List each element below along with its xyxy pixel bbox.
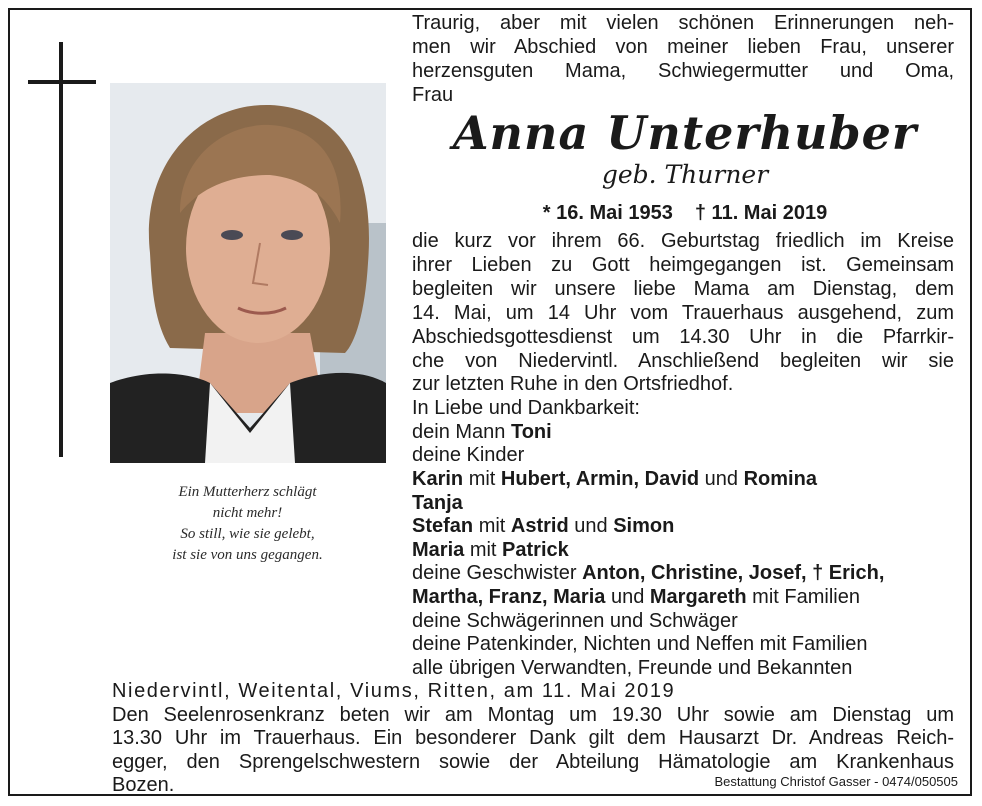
body-line: begleiten wir unsere liebe Mama am Dienstag, dem: [412, 278, 954, 300]
others-line: alle übrigen Verwandten, Freunde und Bekannten: [412, 657, 853, 679]
verse-line: So still, wie sie gelebt,: [180, 526, 315, 542]
connector: mit: [478, 515, 506, 537]
child-name: Tanja: [412, 492, 463, 514]
intro-line: Traurig, aber mit vielen schönen Erinnerungen neh-: [412, 12, 954, 34]
husband-prefix: dein Mann: [412, 421, 506, 443]
husband-line: [412, 421, 552, 445]
siblings-names: Anton, Christine, Josef, † Erich,: [582, 562, 885, 584]
verse-line: ist sie von uns gegangen.: [172, 547, 323, 563]
footer-line: Den Seelenrosenkranz beten wir am Montag um 19.30 Uhr sowie am Dienstag um: [112, 704, 954, 726]
undertaker-credit: Bestattung Christof Gasser - 0474/050505: [714, 774, 958, 789]
child-line: [412, 468, 817, 492]
death-date: † 11. Mai 2019: [694, 202, 828, 224]
life-dates: [410, 200, 960, 226]
siblings-suffix: mit Familien: [752, 586, 860, 608]
child-line: [412, 492, 463, 516]
child-name: Stefan: [412, 515, 474, 537]
child-line: [412, 515, 674, 539]
sibling-name: Margareth: [649, 586, 747, 608]
portrait-photo: [110, 83, 386, 463]
family-name: Simon: [613, 515, 675, 537]
family-name: Patrick: [502, 539, 569, 561]
body-line: die kurz vor ihrem 66. Geburtstag friedlich im Kreise: [412, 230, 954, 252]
body-line: ihrer Lieben zu Gott heimgegangen ist. Gemeinsam: [412, 254, 954, 276]
siblings-line: [412, 562, 884, 586]
child-name: Maria: [412, 539, 465, 561]
family-name: Romina: [743, 468, 817, 490]
connector: mit: [468, 468, 496, 490]
birth-date: * 16. Mai 1953: [542, 202, 673, 224]
child-name: Karin: [412, 468, 464, 490]
body-line: 14. Mai, um 14 Uhr vom Trauerhaus ausgehend, zum: [412, 302, 954, 324]
child-line: [412, 539, 569, 563]
body-line: Abschiedsgottesdienst um 14.30 Uhr in die Pfarrkir-: [412, 326, 954, 348]
godchildren-line: deine Patenkinder, Nichten und Neffen mit Familien: [412, 633, 868, 655]
footer-line: egger, den Sprengelschwestern sowie der Abteilung Hämatologie am Krankenhaus: [112, 751, 954, 773]
family-name: Astrid: [510, 515, 569, 537]
in-laws-line: deine Schwägerinnen und Schwäger: [412, 610, 738, 632]
siblings-names: Martha, Franz, Maria: [412, 586, 606, 608]
siblings-prefix: deine Geschwister: [412, 562, 577, 584]
body-line: zur letzten Ruhe in den Ortsfriedhof.: [412, 373, 734, 395]
connector: und: [574, 515, 608, 537]
intro-line: men wir Abschied von meiner lieben Frau, unserer: [412, 36, 954, 58]
verse-line: Ein Mutterherz schlägt: [178, 484, 317, 500]
body-line: che von Niedervintl. Anschließend begleiten wir sie: [412, 350, 954, 372]
husband-name: Toni: [510, 421, 552, 443]
deceased-name: Anna Unterhuber: [452, 106, 918, 160]
mourners-intro: In Liebe und Dankbarkeit:: [412, 397, 640, 419]
connector: und: [610, 586, 645, 608]
verse-line: nicht mehr!: [212, 505, 283, 521]
footer-line: Bozen.: [112, 774, 175, 796]
family-names: Hubert, Armin, David: [500, 468, 700, 490]
children-label: deine Kinder: [412, 444, 525, 466]
maiden-name: geb. Thurner: [601, 160, 769, 189]
place-date: Niedervintl, Weitental, Viums, Ritten, am 11. Mai 2019: [112, 680, 676, 702]
footer-line: 13.30 Uhr im Trauerhaus. Ein besonderer Dank gilt dem Hausarzt Dr. Andreas Reich-: [112, 727, 954, 749]
connector: mit: [469, 539, 497, 561]
siblings-line: [412, 586, 860, 610]
connector: und: [704, 468, 739, 490]
memorial-verse: [120, 482, 375, 566]
cross-icon-bar: [28, 80, 96, 84]
intro-line: herzensguten Mama, Schwiegermutter und Oma,: [412, 60, 954, 82]
intro-line: Frau: [412, 84, 454, 106]
cross-icon: [59, 42, 63, 457]
